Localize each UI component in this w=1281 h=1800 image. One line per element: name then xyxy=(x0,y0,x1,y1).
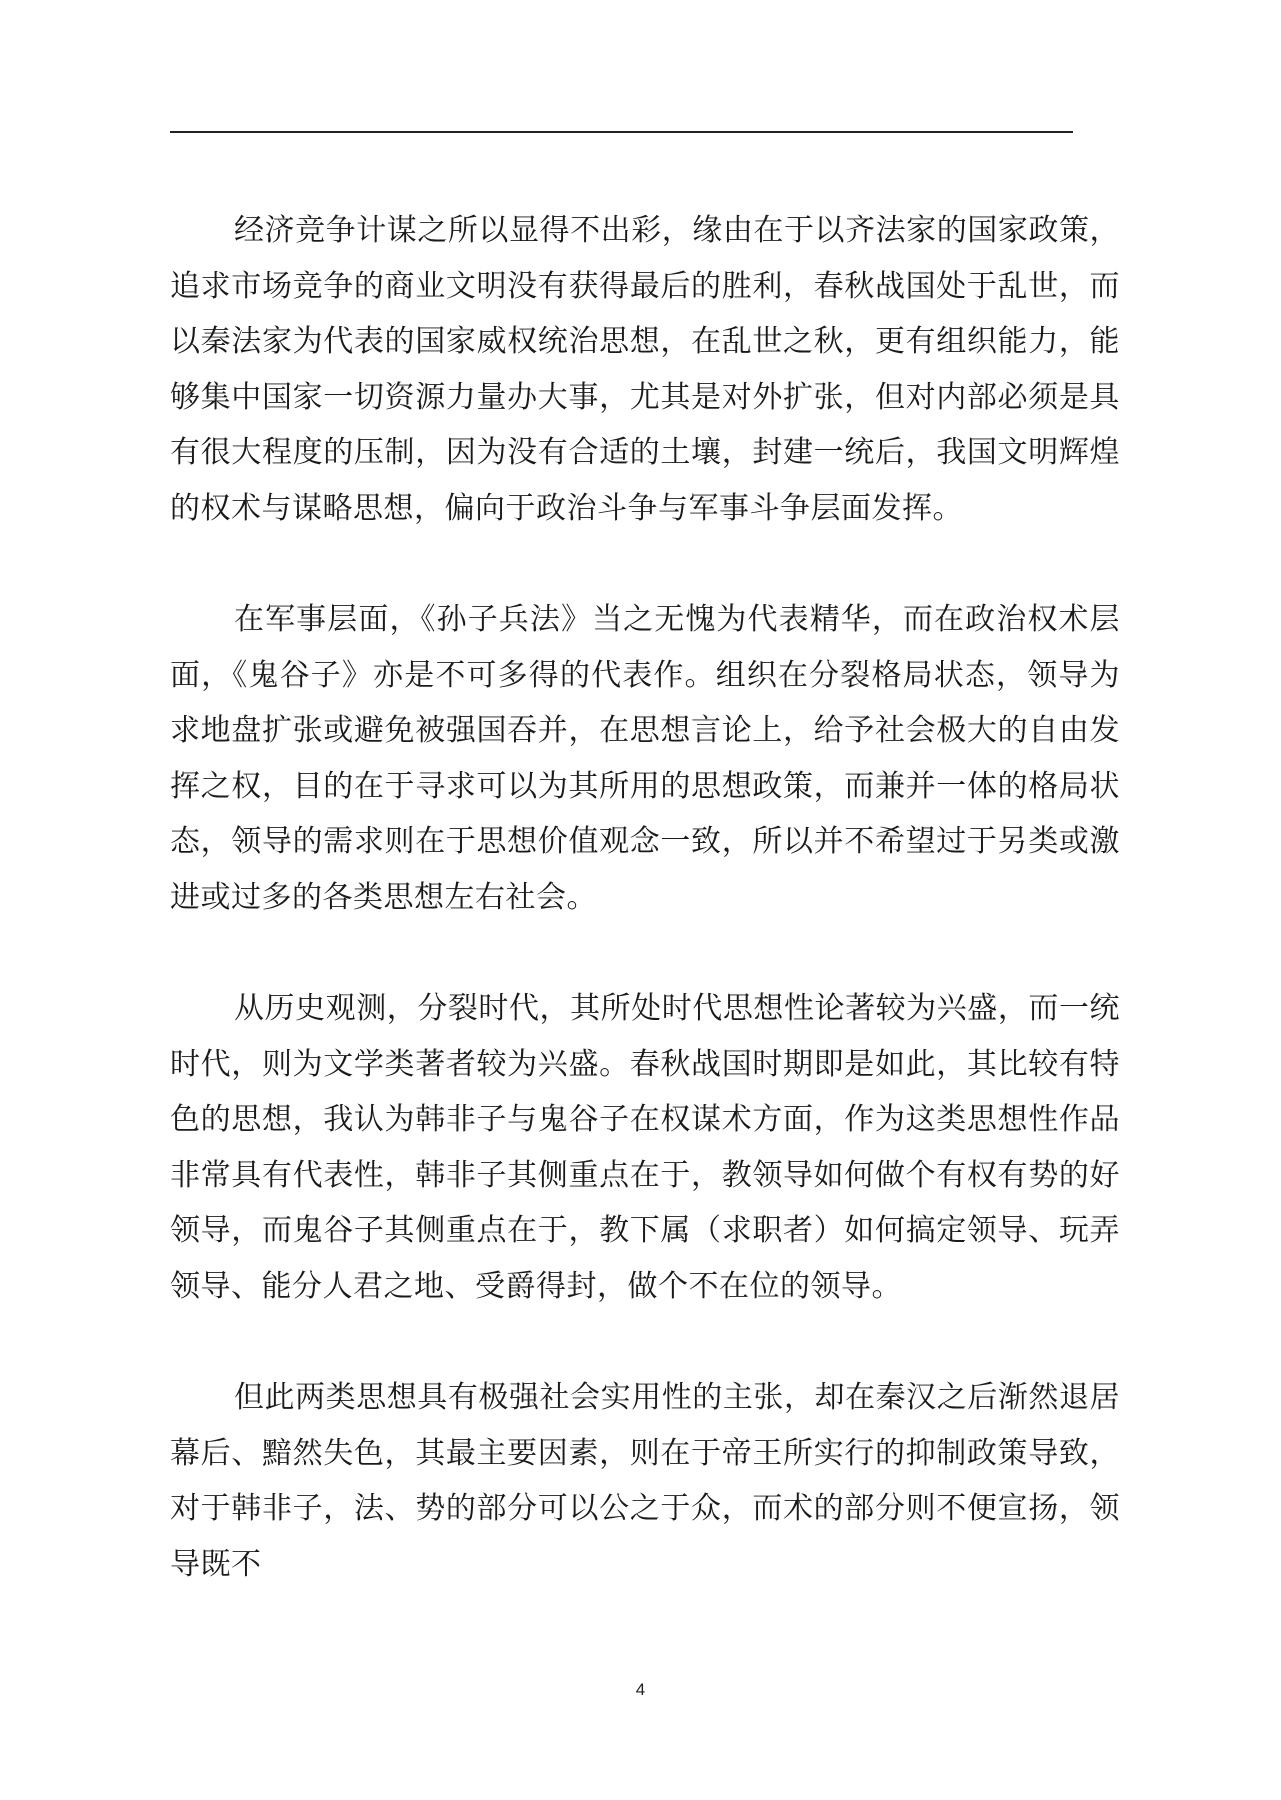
header-rule xyxy=(170,131,1073,133)
page-number: 4 xyxy=(635,1680,646,1699)
paragraph-1: 经济竞争计谋之所以显得不出彩，缘由在于以齐法家的国家政策，追求市场竞争的商业文明没有获得最后的胜利，春秋战国处于乱世，而以秦法家为代表的国家威权统治思想，在乱世之秋，更有组织能力，能够集中国家一切资源力量办大事，尤其是对外扩张，但对内部必须是具有很大程度的压制，因为没有合适的土壤，封建一统后，我国文明辉煌的权术与谋略思想，偏向于政治斗争与军事斗争层面发挥。 xyxy=(170,213,1120,526)
document-body xyxy=(170,203,1120,1648)
paragraph-4: 但此两类思想具有极强社会实用性的主张，却在秦汉之后渐然退居幕后、黯然失色，其最主要因素，则在于帝王所实行的抑制政策导致，对于韩非子，法、势的部分可以公之于众，而术的部分则不便宣扬，领导既不 xyxy=(170,1380,1120,1582)
paragraph-3: 从历史观测，分裂时代，其所处时代思想性论著较为兴盛，而一统时代，则为文学类著者较为兴盛。春秋战国时期即是如此，其比较有特色的思想，我认为韩非子与鬼谷子在权谋术方面，作为这类思想性作品非常具有代表性，韩非子其侧重点在于，教领导如何做个有权有势的好领导，而鬼谷子其侧重点在于，教下属（求职者）如何搞定领导、玩弄领导、能分人君之地、受爵得封，做个不在位的领导。 xyxy=(170,991,1120,1304)
paragraph-2: 在军事层面，《孙子兵法》当之无愧为代表精华，而在政治权术层面，《鬼谷子》亦是不可多得的代表作。组织在分裂格局状态，领导为求地盘扩张或避免被强国吞并，在思想言论上，给予社会极大的自由发挥之权，目的在于寻求可以为其所用的思想政策，而兼并一体的格局状态，领导的需求则在于思想价值观念一致，所以并不希望过于另类或激进或过多的各类思想左右社会。 xyxy=(170,602,1120,915)
